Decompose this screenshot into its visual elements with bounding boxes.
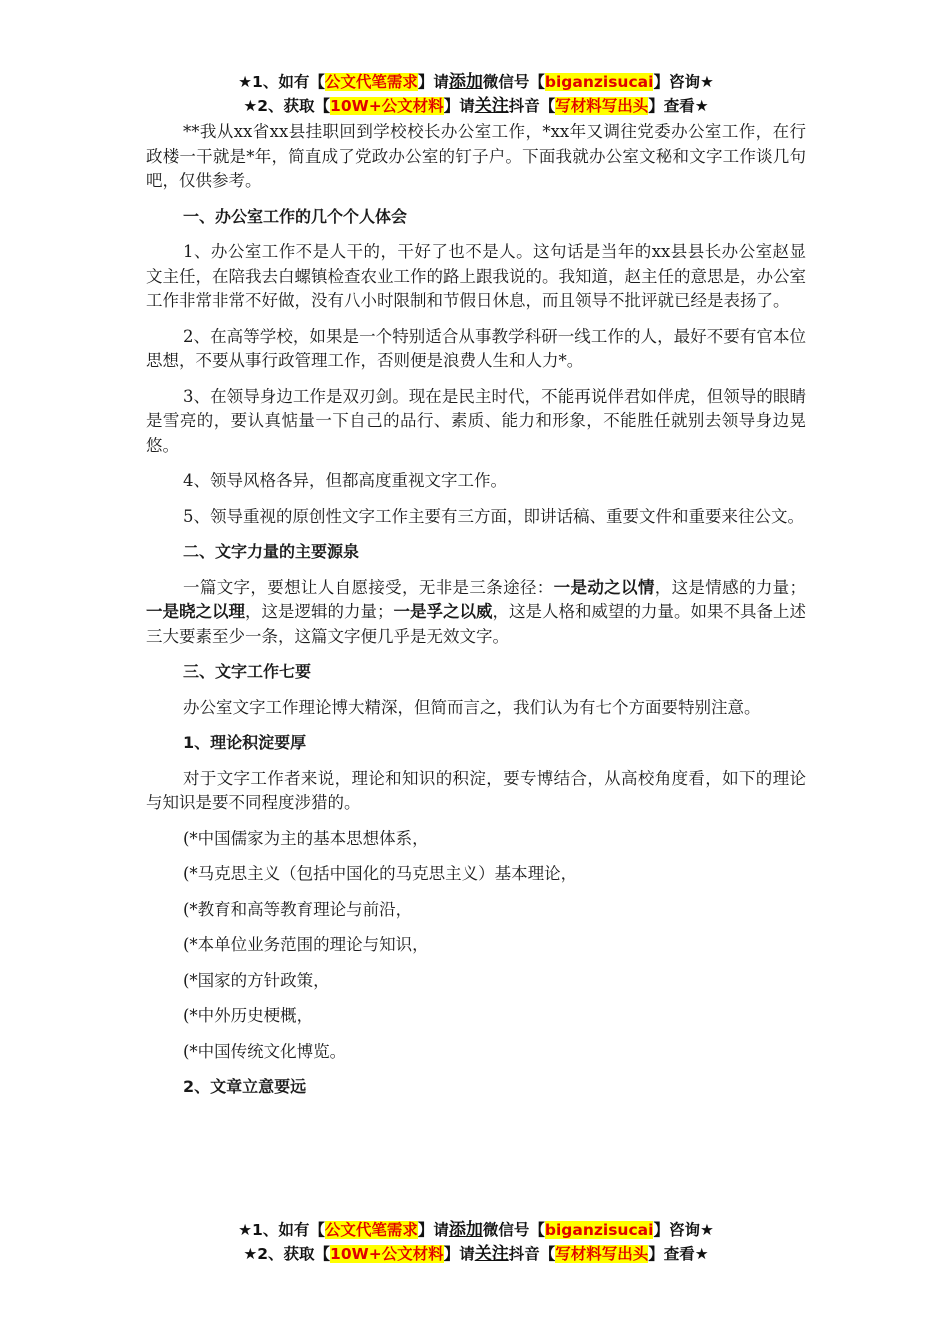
bold-phrase-authority: 一是孚之以威 bbox=[393, 602, 493, 621]
banner-text: 】请 bbox=[443, 97, 475, 115]
banner-line-2 bbox=[146, 94, 806, 118]
section-1-paragraph-1: 1、办公室工作不是人干的，干好了也不是人。这句话是当年的xx县县长办公室赵显文主任，在陪我去白螺镇检查农业工作的路上跟我说的。我知道，赵主任的意思是，办公室工作非常非常不好做，没有八小时限制和节假日休息，而且领导不批评就已经是表扬了。 bbox=[146, 242, 806, 310]
section-3-paragraph-2: 对于文字工作者来说，理论和知识的积淀，要专博结合，从高校角度看，如下的理论与知识是要不同程度涉猎的。 bbox=[146, 768, 806, 812]
banner-line-2 bbox=[146, 1242, 806, 1266]
banner-text: ★1、如有【 bbox=[238, 1221, 325, 1239]
list-item: (*教育和高等教育理论与前沿， bbox=[183, 899, 413, 919]
banner-text: ★1、如有【 bbox=[238, 73, 325, 91]
banner-text: ★2、获取【 bbox=[243, 97, 331, 115]
banner-text: 】咨询★ bbox=[653, 1221, 714, 1239]
banner-text: ★2、获取【 bbox=[243, 1245, 331, 1263]
bold-phrase-emotion: 一是动之以情 bbox=[553, 577, 655, 597]
banner-text: 微信号【 bbox=[482, 1221, 545, 1239]
section-1-paragraph-3: 3、在领导身边工作是双刃剑。现在是民主时代，不能再说伴君如伴虎，但领导的眼睛是雪亮的，要认真惦量一下自己的品行、素质、能力和形象，不能胜任就别去领导身边晃悠。 bbox=[146, 386, 806, 455]
highlight-wechat-id: biganzisucai bbox=[544, 73, 654, 91]
banner-text: 】请 bbox=[417, 1221, 449, 1239]
banner-underline: 添加 bbox=[448, 72, 483, 92]
banner-underline: 关注 bbox=[474, 1244, 509, 1264]
highlight-wechat-id: biganzisucai bbox=[544, 1221, 654, 1239]
section-2-paragraph bbox=[146, 576, 806, 650]
list-item: (*中国传统文化博览。 bbox=[183, 1041, 347, 1061]
bold-phrase-reason: 一是晓之以理 bbox=[146, 602, 245, 621]
text-run: ，这是情感的力量； bbox=[654, 577, 807, 597]
banner-text: 】请 bbox=[417, 73, 449, 91]
banner-text: 】查看★ bbox=[648, 97, 709, 115]
bottom-banner bbox=[146, 1218, 806, 1266]
list-item: (*中外历史梗概， bbox=[183, 1006, 314, 1025]
banner-underline: 添加 bbox=[448, 1220, 483, 1240]
banner-text: 】咨询★ bbox=[653, 73, 714, 91]
section-1-paragraph-5: 5、领导重视的原创性文字工作主要有三方面，即讲话稿、重要文件和重要来往公文。 bbox=[183, 506, 804, 526]
section-3-subheading-2: 2、文章立意要远 bbox=[183, 1077, 307, 1096]
section-1-paragraph-2: 2、在高等学校，如果是一个特别适合从事教学科研一线工作的人，最好不要有官本位思想，不要从事行政管理工作，否则便是浪费人生和人力*。 bbox=[146, 326, 806, 370]
section-1-paragraph-4: 4、领导风格各异，但都高度重视文字工作。 bbox=[183, 471, 507, 490]
article-body bbox=[146, 120, 806, 1100]
banner-text: 微信号【 bbox=[482, 73, 545, 91]
list-item: (*中国儒家为主的基本思想体系， bbox=[183, 828, 429, 848]
banner-line-1 bbox=[146, 70, 806, 94]
list-item: (*国家的方针政策， bbox=[183, 970, 330, 990]
highlight-service: 公文代笔需求 bbox=[324, 73, 418, 91]
text-run: ，这是逻辑的力量； bbox=[245, 602, 394, 621]
highlight-douyin-id: 写材料写出头 bbox=[555, 1245, 649, 1263]
intro-paragraph: **我从xx省xx县挂职回到学校校长办公室工作，*xx年又调往党委办公室工作，在行政楼一干就是*年，简直成了党政办公室的钉子户。下面我就办公室文秘和文字工作谈几句吧，仅供参考。 bbox=[146, 122, 806, 190]
text-run: 一篇文字，要想让人自愿接受，无非是三条途径： bbox=[183, 577, 554, 597]
list-item: (*马克思主义（包括中国化的马克思主义）基本理论， bbox=[183, 864, 578, 883]
section-3-paragraph-1: 办公室文字工作理论博大精深，但简而言之，我们认为有七个方面要特别注意。 bbox=[183, 697, 761, 717]
section-2-heading: 二、文字力量的主要源泉 bbox=[183, 542, 360, 561]
banner-text: 】请 bbox=[443, 1245, 475, 1263]
highlight-service: 公文代笔需求 bbox=[324, 1221, 418, 1239]
banner-text: 抖音【 bbox=[508, 97, 556, 115]
highlight-materials: 10W+公文材料 bbox=[330, 1245, 444, 1263]
banner-text: 】查看★ bbox=[648, 1245, 709, 1263]
list-item: (*本单位业务范围的理论与知识， bbox=[183, 935, 429, 954]
section-3-subheading-1: 1、理论积淀要厚 bbox=[183, 733, 307, 752]
banner-underline: 关注 bbox=[474, 96, 509, 116]
section-1-heading: 一、办公室工作的几个个人体会 bbox=[183, 206, 408, 226]
banner-line-1 bbox=[146, 1218, 806, 1242]
text-run: ，这是人格和威望的力量。如果不具备上述三大要素至少一条，这篇文字便几乎是无效文字。 bbox=[146, 602, 806, 646]
top-banner bbox=[146, 70, 806, 118]
banner-text: 抖音【 bbox=[508, 1245, 556, 1263]
section-3-heading: 三、文字工作七要 bbox=[183, 662, 312, 681]
highlight-douyin-id: 写材料写出头 bbox=[555, 97, 649, 115]
highlight-materials: 10W+公文材料 bbox=[330, 97, 444, 115]
